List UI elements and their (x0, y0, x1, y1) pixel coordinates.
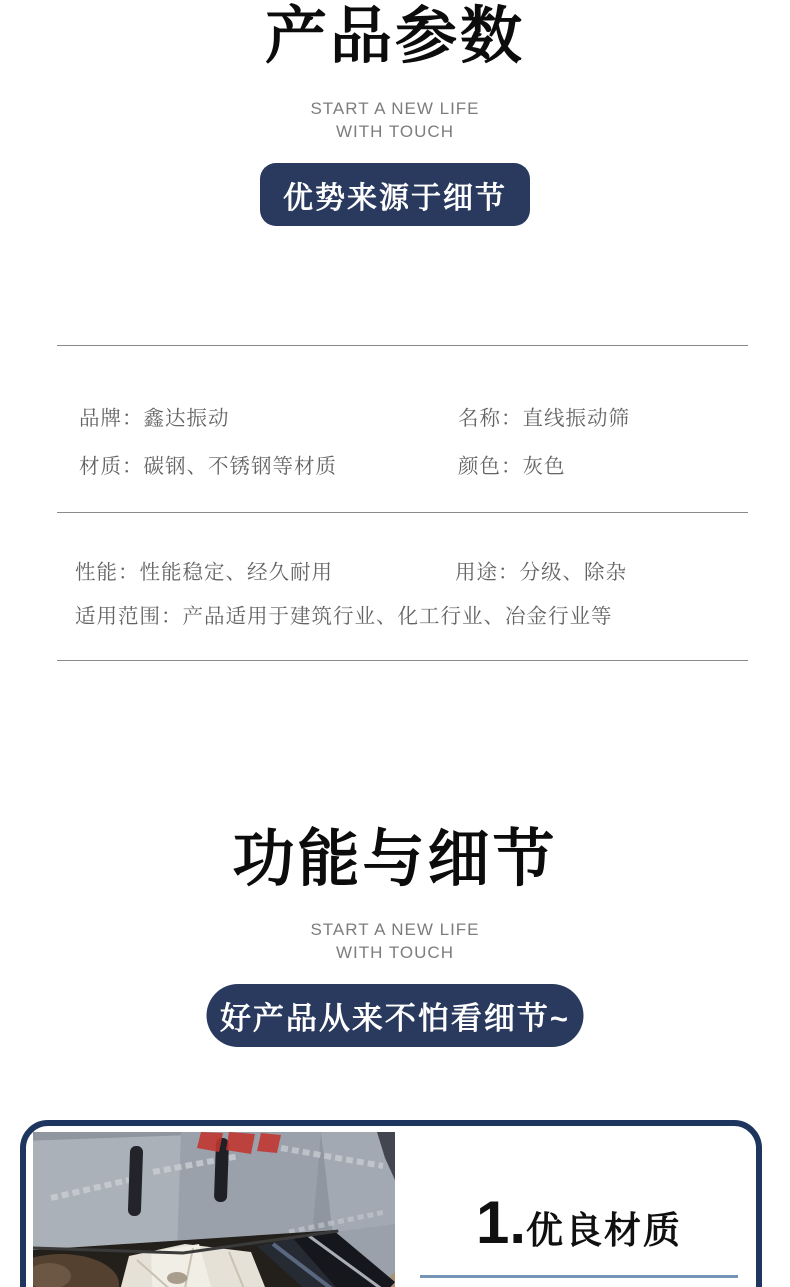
spec-usage: 用途：分级、除杂 (455, 561, 627, 584)
features-subtitle-line2: WITH TOUCH (336, 943, 454, 962)
features-subtitle (0, 918, 790, 964)
spec-color: 颜色：灰色 (458, 455, 566, 478)
spec-scope: 适用范围：产品适用于建筑行业、化工行业、冶金行业等 (75, 605, 613, 628)
feature-detail-card (20, 1120, 762, 1287)
spec-brand: 品牌：鑫达振动 (79, 407, 230, 430)
features-subtitle-line1: START A NEW LIFE (310, 920, 480, 939)
params-section-title: 产品参数 (264, 2, 525, 71)
spec-divider-top (57, 345, 748, 346)
vibrating-screen-photo-illustration (33, 1132, 395, 1287)
params-subtitle-line1: START A NEW LIFE (310, 99, 480, 118)
feature-label (418, 1188, 740, 1264)
feature-title: 优良材质 (526, 1210, 683, 1251)
feature-number: 1. (475, 1189, 527, 1256)
spec-name: 名称：直线振动筛 (458, 407, 630, 430)
spec-divider-bottom (57, 660, 748, 661)
params-subtitle (0, 97, 790, 143)
spec-divider-middle (57, 512, 748, 513)
machine-photo (33, 1132, 395, 1287)
features-badge: 好产品从来不怕看细节~ (207, 984, 584, 1047)
spec-performance: 性能：性能稳定、经久耐用 (75, 561, 333, 584)
feature-underline (420, 1275, 738, 1278)
spec-material: 材质：碳钢、不锈钢等材质 (79, 455, 337, 478)
features-section-title: 功能与细节 (232, 825, 558, 894)
params-badge: 优势来源于细节 (260, 163, 530, 226)
params-subtitle-line2: WITH TOUCH (336, 122, 454, 141)
